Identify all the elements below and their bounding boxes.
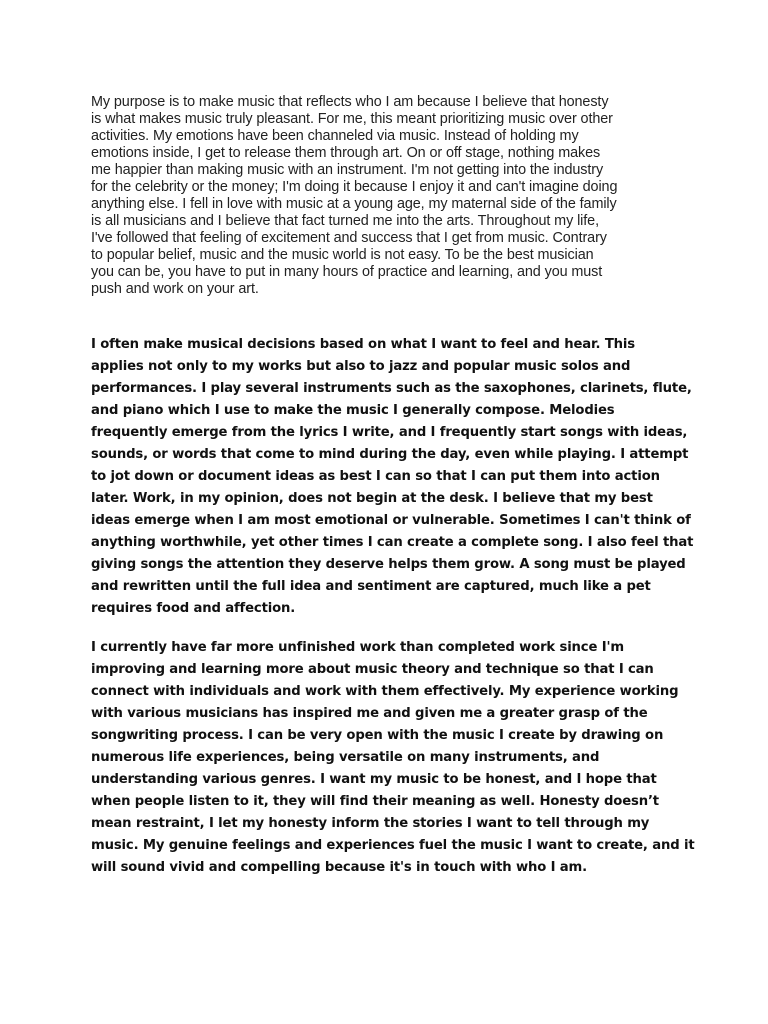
paragraph-line: giving songs the attention they deserve helps them grow. A song must be played (91, 557, 686, 572)
paragraph-line: and rewritten until the full idea and sentiment are captured, much like a pet (91, 579, 651, 594)
paragraph-line: when people listen to it, they will find their meaning as well. Honesty doesn’t (91, 794, 659, 809)
paragraph-line: anything else. I fell in love with music at a young age, my maternal side of the family (91, 196, 617, 212)
paragraph-line: for the celebrity or the money; I'm doing it because I enjoy it and can't imagine doing (91, 179, 618, 195)
paragraph-line: push and work on your art. (91, 281, 259, 297)
paragraph-line: applies not only to my works but also to jazz and popular music solos and (91, 359, 631, 374)
paragraph-line: with various musicians has inspired me and given me a greater grasp of the (91, 706, 648, 721)
paragraph-line: is what makes music truly pleasant. For me, this meant prioritizing music over other (91, 111, 613, 127)
paragraph-line: will sound vivid and compelling because it's in touch with who I am. (91, 860, 587, 875)
paragraph-line: anything worthwhile, yet other times I can create a complete song. I also feel that (91, 535, 694, 550)
paragraph-line: me happier than making music with an instrument. I'm not getting into the industry (91, 162, 604, 178)
paragraph-line: songwriting process. I can be very open with the music I create by drawing on (91, 728, 664, 743)
paragraph-line: I've followed that feeling of excitement and success that I get from music. Contrary (91, 230, 607, 246)
paragraph-line: music. My genuine feelings and experiences fuel the music I want to create, and it (91, 838, 695, 853)
paragraph-line: My purpose is to make music that reflects who I am because I believe that honesty (91, 94, 609, 110)
paragraph-line: I often make musical decisions based on what I want to feel and hear. This (91, 337, 635, 352)
paragraph-line: later. Work, in my opinion, does not begin at the desk. I believe that my best (91, 491, 653, 506)
paragraph-line: performances. I play several instruments such as the saxophones, clarinets, flute, (91, 381, 692, 396)
paragraph-line: sounds, or words that come to mind during the day, even while playing. I attempt (91, 447, 689, 462)
paragraph-line: to popular belief, music and the music world is not easy. To be the best musician (91, 247, 594, 263)
paragraph-line: activities. My emotions have been channeled via music. Instead of holding my (91, 128, 579, 144)
paragraph-line: ideas emerge when I am most emotional or vulnerable. Sometimes I can't think of (91, 513, 691, 528)
paragraph-line: you can be, you have to put in many hours of practice and learning, and you must (91, 264, 603, 280)
paragraph-line: I currently have far more unfinished work than completed work since I'm (91, 640, 624, 655)
paragraph-line: numerous life experiences, being versatile on many instruments, and (91, 750, 600, 765)
paragraph-line: improving and learning more about music theory and technique so that I can (91, 662, 654, 677)
paragraph-line: frequently emerge from the lyrics I write, and I frequently start songs with ideas, (91, 425, 688, 440)
paragraph-line: emotions inside, I get to release them through art. On or off stage, nothing makes (91, 145, 601, 161)
paragraph-line: to jot down or document ideas as best I can so that I can put them into action (91, 469, 660, 484)
paragraph-line: understanding various genres. I want my music to be honest, and I hope that (91, 772, 657, 787)
paragraph-line: and piano which I use to make the music I generally compose. Melodies (91, 403, 615, 418)
paragraph-line: mean restraint, I let my honesty inform the stories I want to tell through my (91, 816, 650, 831)
paragraph-line: requires food and affection. (91, 601, 296, 616)
paragraph-line: connect with individuals and work with them effectively. My experience working (91, 684, 679, 699)
paragraph-line: is all musicians and I believe that fact turned me into the arts. Throughout my life, (91, 213, 599, 229)
